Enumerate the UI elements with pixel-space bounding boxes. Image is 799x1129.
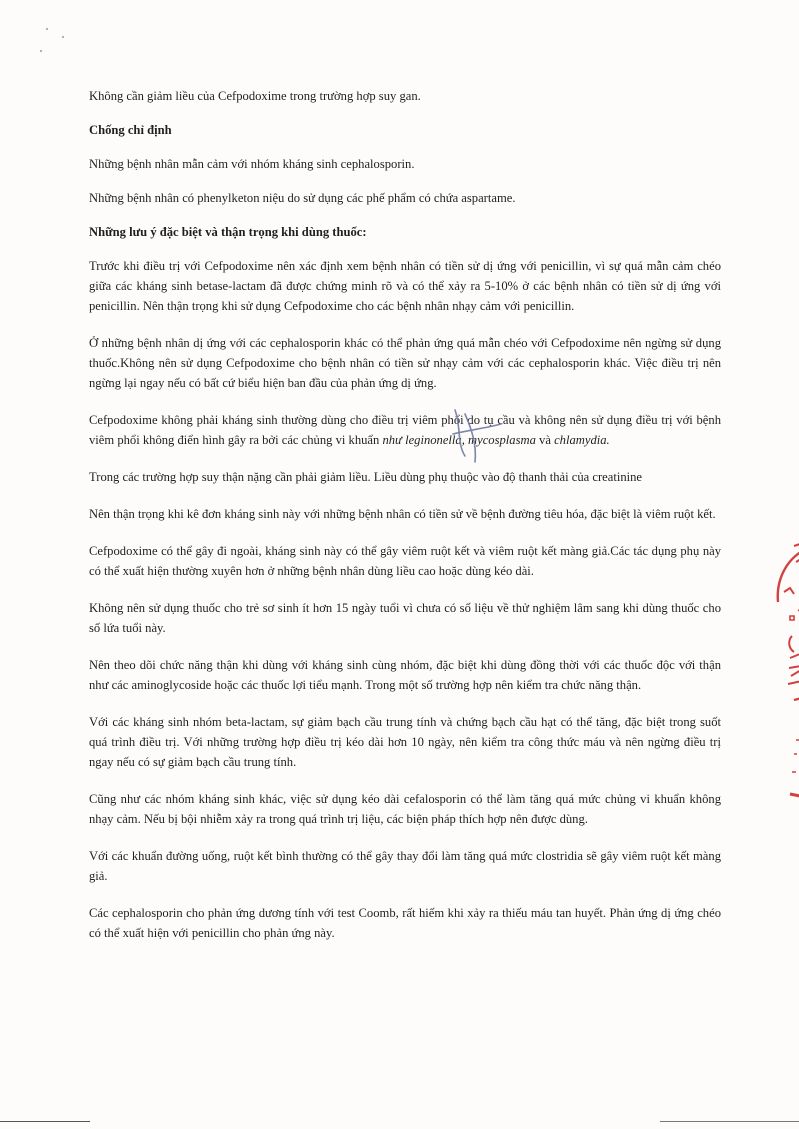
scan-speck [62,36,64,38]
paragraph-cross-reaction: Ở những bệnh nhân dị ứng với các cephalosporin khác có thể phản ứng quá mẫn chéo với Cefpodoxime nên ngừng sử dụng thuốc.Không nên sử dụng Cefpodoxime cho bệnh nhân có tiền sử nhạy cảm với các cephalosporin khác. Việc điều trị nên ngừng lại ngay nếu có bất cứ biểu hiện ban đầu của phản ứng dị ứng. [89,336,721,390]
paragraph-renal-monitoring: Nên theo dõi chức năng thận khi dùng với kháng sinh cùng nhóm, đặc biệt khi dùng đồng thời với các thuốc độc với thận như các aminoglycoside hoặc các thuốc lợi tiểu mạnh. Trong một số trường hợp nên kiểm tra chức năng thận. [89,658,721,692]
paragraph-hypersensitivity: Những bệnh nhân mẫn cảm với nhóm kháng sinh cephalosporin. [89,157,415,171]
paragraph-liver: Không cần giảm liều của Cefpodoxime trong trường hợp suy gan. [89,89,421,103]
pneumonia-chlamydia: chlamydia. [554,433,610,447]
paragraph-diarrhea: Cefpodoxime có thể gây đi ngoài, kháng sinh này có thể gây viêm ruột kết và viêm ruột kết màng giả.Các tác dụng phụ này có thể xuất hiện thường xuyên hơn ở những bệnh nhân dùng liều cao hoặc dùng kéo dài. [89,544,721,578]
red-stamp-fragment-icon [764,540,799,810]
scan-speck [40,50,42,52]
paragraph-newborn: Không nên sử dụng thuốc cho trẻ sơ sinh ít hơn 15 ngày tuổi vì chưa có số liệu về thử nghiệm lâm sang khi dùng thuốc cho số lứa tuổi này. [89,601,721,635]
pneumonia-text: Cefpodoxime không phải kháng sinh thường dùng cho điều trị viêm phổi do tụ cầu và không nên sử dụng điều trị với bệnh viêm phổi không điển hình gây ra bởi các chủng vi khuẩn [89,413,721,447]
paragraph-renal-dose: Trong các trường hợp suy thận nặng cần phải giảm liều. Liều dùng phụ thuộc vào độ thanh thải của creatinine [89,470,643,484]
paragraph-penicillin-allergy: Trước khi điều trị với Cefpodoxime nên xác định xem bệnh nhân có tiền sử dị ứng với penicillin, vì sự quá mẫn cảm chéo giữa các kháng sinh betase-lactam đã được chứng minh rõ và có thể xảy ra 5-10% ở các bệnh nhân có tiền sử dị ứng với penicillin. Nên thận trọng khi sử dụng Cefpodoxime cho các bệnh nhân nhạy cảm với penicillin. [89,259,721,313]
heading-precautions: Những lưu ý đặc biệt và thận trọng khi dùng thuốc: [89,225,367,239]
footer-rule [0,1121,90,1122]
pen-mark-icon [447,404,507,466]
heading-contraindications: Chống chỉ định [89,123,172,137]
pneumonia-species: như leginonella, mycosplasma [382,433,536,447]
paragraph-superinfection: Cũng như các nhóm kháng sinh khác, việc sử dụng kéo dài cefalosporin có thể làm tăng quá mức chủng vi khuẩn không nhạy cảm. Nếu bị bội nhiễm xảy ra trong quá trình trị liệu, các biện pháp thích hợp nên được dùng. [89,792,721,826]
footer-rule [660,1121,799,1122]
pneumonia-conjunction: và [535,433,555,447]
paragraph-coombs: Các cephalosporin cho phản ứng dương tính với test Coomb, rất hiếm khi xảy ra thiếu máu tan huyết. Phản ứng dị ứng chéo có thể xuất hiện với penicillin cho phản ứng này. [89,906,721,940]
document-body [89,86,721,943]
scan-speck [46,28,48,30]
paragraph-gi-history: Nên thận trọng khi kê đơn kháng sinh này với những bệnh nhân có tiền sử về bệnh đường tiêu hóa, đặc biệt là viêm ruột kết. [89,507,716,521]
paragraph-pneumonia [89,410,721,450]
paragraph-clostridia: Với các khuẩn đường uống, ruột kết bình thường có thể gây thay đổi làm tăng quá mức clostridia sẽ gây viêm ruột kết màng giả. [89,849,721,883]
paragraph-neutropenia: Với các kháng sinh nhóm beta-lactam, sự giảm bạch cầu trung tính và chứng bạch cầu hạt có thể tăng, đặc biệt trong suốt quá trình điều trị. Với những trường hợp điều trị kéo dài hơn 10 ngày, nên kiểm tra công thức máu và nên ngừng điều trị ngay nếu có sự giảm bạch cầu trung tính. [89,715,721,769]
paragraph-phenylketonuria: Những bệnh nhân có phenylketon niệu do sử dụng các phế phẩm có chứa aspartame. [89,191,516,205]
